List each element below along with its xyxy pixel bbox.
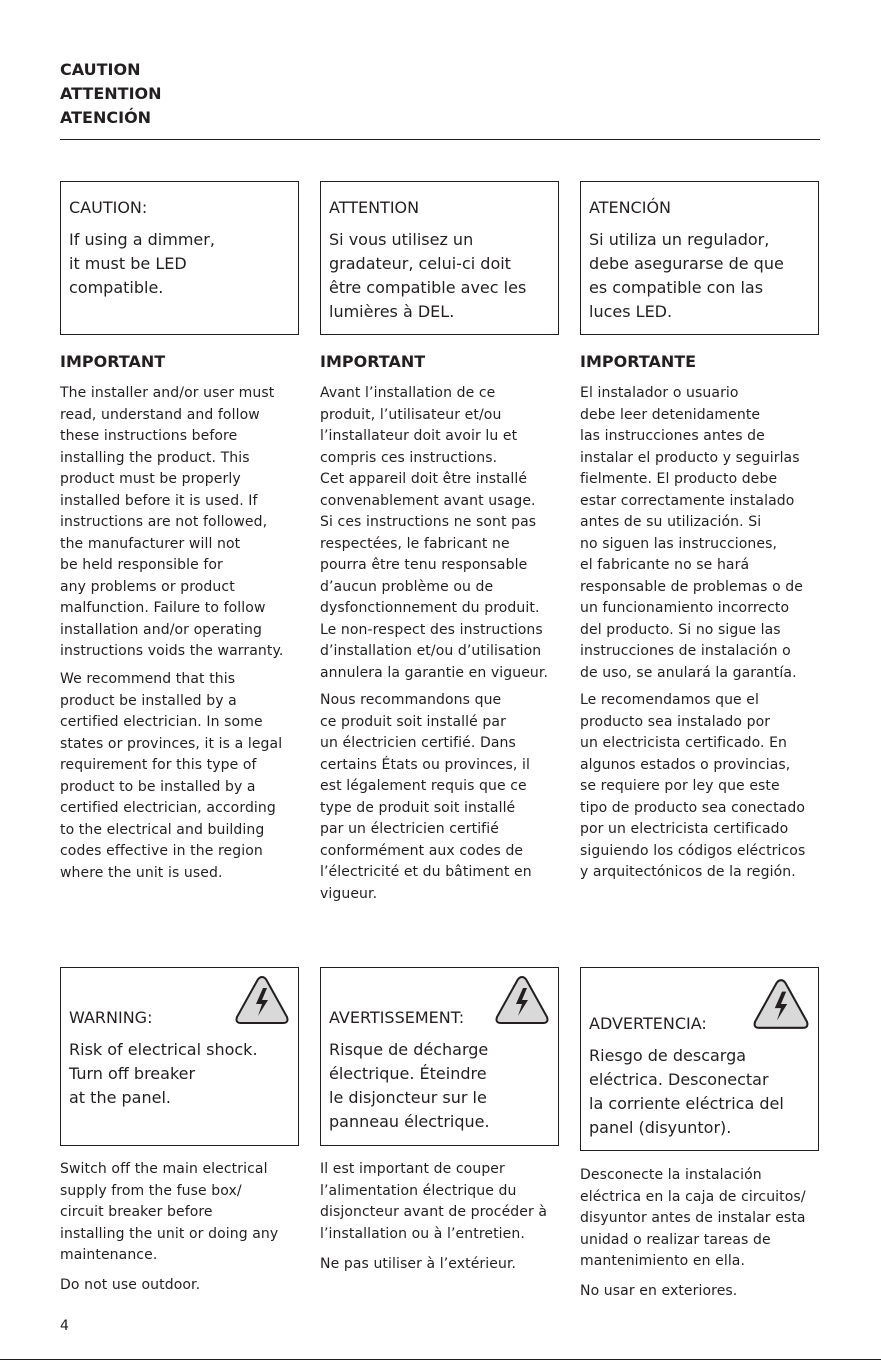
page-bottom-rule [0, 1359, 881, 1360]
important-heading-en: IMPORTANT [60, 352, 166, 371]
warning-instructions-es: Desconecte la instalación eléctrica en la caja de circuitos/ disyuntor antes de instalar esta unidad o realizar tareas de mantenimiento en ella. [580, 1167, 806, 1269]
electrical-hazard-icon [752, 976, 810, 1032]
header-caution: CAUTION [60, 60, 141, 79]
warning-title-en: WARNING: [69, 1008, 153, 1027]
warning-title-es: ADVERTENCIA: [589, 1014, 707, 1033]
caution-title-es: ATENCIÓN [589, 198, 672, 217]
important-p1-fr: Avant l’installation de ce produit, l’utilisateur et/ou l’installateur doit avoir lu et compris ces instructions. Cet appareil doit être installé convenablement avant usage. Si ces instructions ne sont pas respectées, le fabricant ne pourra être tenu responsable d’aucun problème ou de dysfonctionnement du produit. Le non-respect des instructions d’installation et/ou d’utilisation annulera la garantie en vigueur. [320, 385, 548, 681]
warning-outdoor-es: No usar en exteriores. [580, 1283, 738, 1299]
electrical-hazard-icon [234, 974, 290, 1026]
caution-text-en: If using a dimmer, it must be LED compatible. [69, 230, 215, 297]
warning-title-fr: AVERTISSEMENT: [329, 1008, 465, 1027]
warning-text-es: Riesgo de descarga eléctrica. Desconectar la corriente eléctrica del panel (disyuntor). [589, 1046, 784, 1137]
important-heading-es: IMPORTANTE [580, 352, 697, 371]
header-divider [60, 139, 820, 140]
warning-text-fr: Risque de décharge électrique. Éteindre le disjoncteur sur le panneau électrique. [329, 1040, 490, 1131]
warning-instructions-fr: Il est important de couper l’alimentation électrique du disjoncteur avant de procéder à l’installation ou à l’entretien. [320, 1161, 548, 1242]
important-p2-fr: Nous recommandons que ce produit soit installé par un électricien certifié. Dans certains États ou provinces, il est légalement requis que ce type de produit soit installé par un électricien certifié conformément aux codes de l’électricité et du bâtiment en vigueur. [320, 692, 532, 902]
caution-box-en [60, 181, 299, 335]
page-number: 4 [60, 1318, 69, 1334]
warning-outdoor-en: Do not use outdoor. [60, 1277, 201, 1293]
caution-box-fr [320, 181, 559, 335]
caution-text-fr: Si vous utilisez un gradateur, celui-ci doit être compatible avec les lumières à DEL. [329, 230, 527, 321]
important-heading-fr: IMPORTANT [320, 352, 426, 371]
important-p2-en: We recommend that this product be installed by a certified electrician. In some states or provinces, it is a legal requirement for this type of product to be installed by a certified electrician, according to the electrical and building codes effective in the region where the unit is used. [60, 671, 283, 881]
warning-instructions-en: Switch off the main electrical supply from the fuse box/ circuit breaker before installing the unit or doing any maintenance. [60, 1161, 279, 1263]
caution-box-es [580, 181, 819, 335]
caution-title-en: CAUTION: [69, 198, 148, 217]
warning-text-en: Risk of electrical shock. Turn off breaker at the panel. [69, 1040, 258, 1107]
header-atencion: ATENCIÓN [60, 108, 152, 127]
header-attention: ATTENTION [60, 84, 162, 103]
important-p1-en: The installer and/or user must read, understand and follow these instructions before installing the product. This product must be properly installed before it is used. If instructions are not followed, the manufacturer will not be held responsible for any problems or product malfunction. Failure to follow installation and/or operating instructions voids the warranty. [60, 385, 284, 659]
caution-title-fr: ATTENTION [329, 198, 420, 217]
important-p1-es: El instalador o usuario debe leer detenidamente las instrucciones antes de instalar el producto y seguirlas fielmente. El producto debe estar correctamente instalado antes de su utilización. Si no siguen las instrucciones, el fabricante no se hará responsable de problemas o de un funcionamiento incorrecto del producto. Si no sigue las instrucciones de instalación o de uso, se anulará la garantía. [580, 385, 804, 681]
electrical-hazard-icon [494, 974, 550, 1026]
warning-outdoor-fr: Ne pas utiliser à l’extérieur. [320, 1256, 517, 1272]
important-p2-es: Le recomendamos que el producto sea instalado por un electricista certificado. En algunos estados o provincias, se requiere por ley que este tipo de producto sea conectado por un electricista certificado siguiendo los códigos eléctricos y arquitectónicos de la región. [580, 692, 806, 880]
page-header [60, 58, 162, 130]
caution-text-es: Si utiliza un regulador, debe asegurarse de que es compatible con las luces LED. [589, 230, 784, 321]
